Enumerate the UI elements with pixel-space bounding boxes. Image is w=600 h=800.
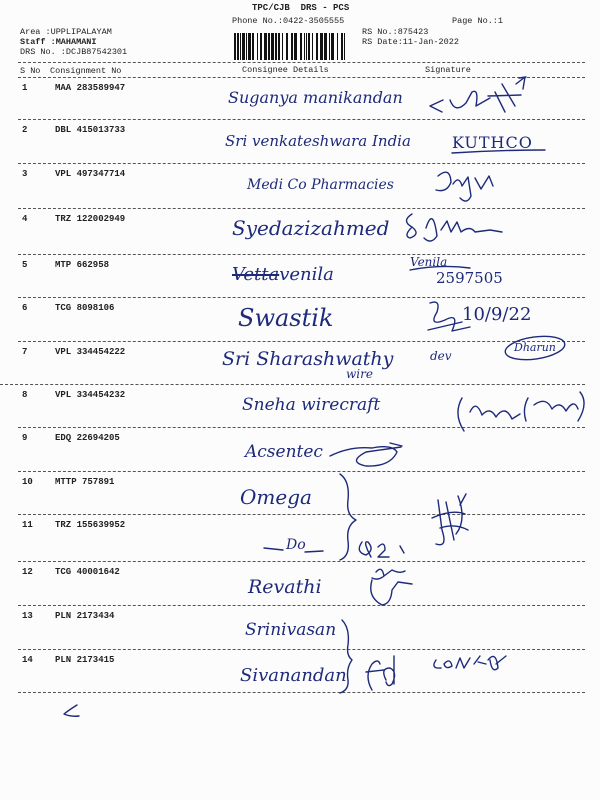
barcode-bar	[324, 33, 327, 60]
row-divider	[18, 561, 585, 562]
row-sno: 2	[22, 125, 28, 135]
barcode-bar	[260, 33, 262, 60]
barcode-bar	[271, 33, 274, 60]
row-divider	[18, 254, 585, 255]
column-header-consignee: Consignee Details	[242, 65, 329, 75]
row-consignment-no: VPL 497347714	[55, 169, 126, 179]
signature-scribble-12	[371, 569, 412, 605]
consignee-handwriting: Suganya manikandan	[228, 88, 403, 107]
row-consignment-no: TCG 8098106	[55, 303, 115, 313]
signature-scribble-8	[458, 392, 584, 431]
barcode-bar	[248, 33, 251, 60]
rs-number: RS No.:875423	[362, 27, 429, 37]
signature-date: 10/9/22	[462, 304, 532, 325]
barcode	[232, 30, 350, 61]
row-divider	[18, 427, 585, 428]
consignee-handwriting: Omega	[240, 485, 312, 509]
row-consignment-no: EDQ 22694205	[55, 433, 120, 443]
sheet-title: TPC/CJB DRS - PCS	[252, 3, 350, 13]
consignee-handwriting: Sri venkateshwara India	[225, 132, 411, 150]
row-consignment-no: PLN 2173415	[55, 655, 115, 665]
barcode-bar	[264, 33, 267, 60]
signature-scribble-1	[430, 77, 526, 112]
row-sno: 6	[22, 303, 28, 313]
row-consignment-no: DBL 415013733	[55, 125, 126, 135]
barcode-bar	[329, 33, 330, 60]
row-sno: 4	[22, 214, 28, 224]
divider	[18, 62, 585, 63]
signature-note: Dharun	[514, 341, 556, 354]
row-sno: 11	[22, 520, 33, 530]
barcode-bar	[308, 33, 310, 60]
row-consignment-no: MTTP 757891	[55, 477, 115, 487]
consignee-handwriting: Swastik	[238, 304, 334, 332]
row-divider	[18, 692, 585, 693]
row-divider	[18, 208, 585, 209]
consignee-handwriting: Sneha wirecraft	[242, 395, 381, 415]
row-sno: 12	[22, 567, 33, 577]
barcode-bar	[312, 33, 313, 60]
row-divider	[18, 471, 585, 472]
barcode-bar	[304, 33, 305, 60]
consignee-handwriting: Medi Co Pharmacies	[247, 177, 394, 193]
consignee-handwriting: Srinivasan	[245, 620, 337, 640]
barcode-bar	[242, 33, 245, 60]
row-divider	[18, 605, 585, 606]
column-header-signature: Signature	[425, 65, 471, 75]
barcode-bar	[252, 33, 254, 60]
consignee-handwriting: Sivanandan	[240, 665, 347, 686]
row-sno: 5	[22, 260, 28, 270]
row-consignment-no: VPL 334454232	[55, 390, 126, 400]
page-number: Page No.:1	[452, 16, 504, 26]
barcode-bar	[240, 33, 241, 60]
column-header-sno: S No	[20, 66, 41, 76]
brace-rows-10-11	[340, 474, 356, 560]
barcode-bar	[234, 33, 236, 60]
row-consignment-no: TRZ 122002949	[55, 214, 126, 224]
row-divider	[18, 163, 585, 164]
consignee-handwriting: Syedazizahmed	[232, 216, 390, 240]
barcode-bar	[344, 33, 345, 60]
row-consignment-no: TRZ 155639952	[55, 520, 126, 530]
barcode-bar	[278, 33, 280, 60]
drs-number: DRS No. :DCJB87542301	[20, 47, 128, 57]
row-consignment-no: MAA 283589947	[55, 83, 126, 93]
barcode-bar	[320, 33, 323, 60]
barcode-bar	[282, 33, 283, 60]
barcode-bar	[300, 33, 302, 60]
row-consignment-no: VPL 334454222	[55, 347, 126, 357]
consignee-handwriting: Sri Sharashwathy	[222, 348, 394, 370]
signature-text: dev	[430, 349, 452, 363]
row-divider	[18, 341, 585, 342]
staff-label: Staff :MAHAMANI	[20, 37, 97, 47]
signature-scribble-4	[407, 214, 503, 241]
consignee-handwriting-line2: wire	[346, 367, 373, 381]
barcode-bar	[341, 33, 343, 60]
barcode-bar	[306, 33, 307, 60]
check-mark	[64, 705, 79, 716]
barcode-bar	[316, 33, 318, 60]
barcode-bar	[268, 33, 270, 60]
row-sno: 7	[22, 347, 28, 357]
barcode-bar	[286, 33, 288, 60]
row-sno: 13	[22, 611, 33, 621]
signature-scribble-9	[330, 443, 402, 466]
barcode-bar	[246, 33, 247, 60]
row-consignment-no: TCG 40001642	[55, 567, 120, 577]
signature-text: Venila	[410, 255, 448, 269]
barcode-bar	[257, 33, 258, 60]
row-sno: 3	[22, 169, 28, 179]
signature-scribble-3	[436, 172, 493, 201]
row-divider	[18, 649, 585, 650]
row-sno: 1	[22, 83, 28, 93]
consignee-struck-text: Vetta	[232, 264, 280, 285]
row-divider	[18, 119, 585, 120]
barcode-bar	[331, 33, 334, 60]
barcode-bar	[275, 33, 277, 60]
barcode-bar	[237, 33, 239, 60]
area-label: Area :UPPLIPALAYAM	[20, 27, 112, 37]
signature-scribble-11	[359, 542, 404, 557]
row-divider	[0, 384, 585, 385]
consignee-handwriting: Do	[286, 537, 306, 553]
consignee-handwriting	[232, 266, 334, 284]
row-sno: 9	[22, 433, 28, 443]
row-consignment-no: MTP 662958	[55, 260, 110, 270]
rs-date: RS Date:11-Jan-2022	[362, 37, 459, 47]
phone-number: Phone No.:0422-3505555	[232, 16, 345, 26]
barcode-bar	[294, 33, 297, 60]
barcode-bar	[291, 33, 293, 60]
row-sno: 8	[22, 390, 28, 400]
consignee-handwriting: Revathi	[248, 576, 322, 598]
signature-scribble-14b	[434, 656, 506, 670]
row-divider	[18, 514, 585, 515]
column-header-consignment: Consignment No	[50, 66, 122, 76]
row-sno: 14	[22, 655, 33, 665]
barcode-bar	[337, 33, 338, 60]
consignee-text: venila	[279, 264, 334, 285]
row-consignment-no: PLN 2173434	[55, 611, 115, 621]
consignee-handwriting: Acsentec	[245, 442, 323, 462]
signature-note: 2597505	[436, 269, 503, 287]
signature-scribble-10-11	[432, 494, 468, 545]
row-divider	[18, 297, 585, 298]
signature-scribble-14a	[366, 656, 395, 690]
divider	[18, 77, 585, 78]
row-sno: 10	[22, 477, 33, 487]
signature-text: KUTHCO	[452, 133, 533, 152]
